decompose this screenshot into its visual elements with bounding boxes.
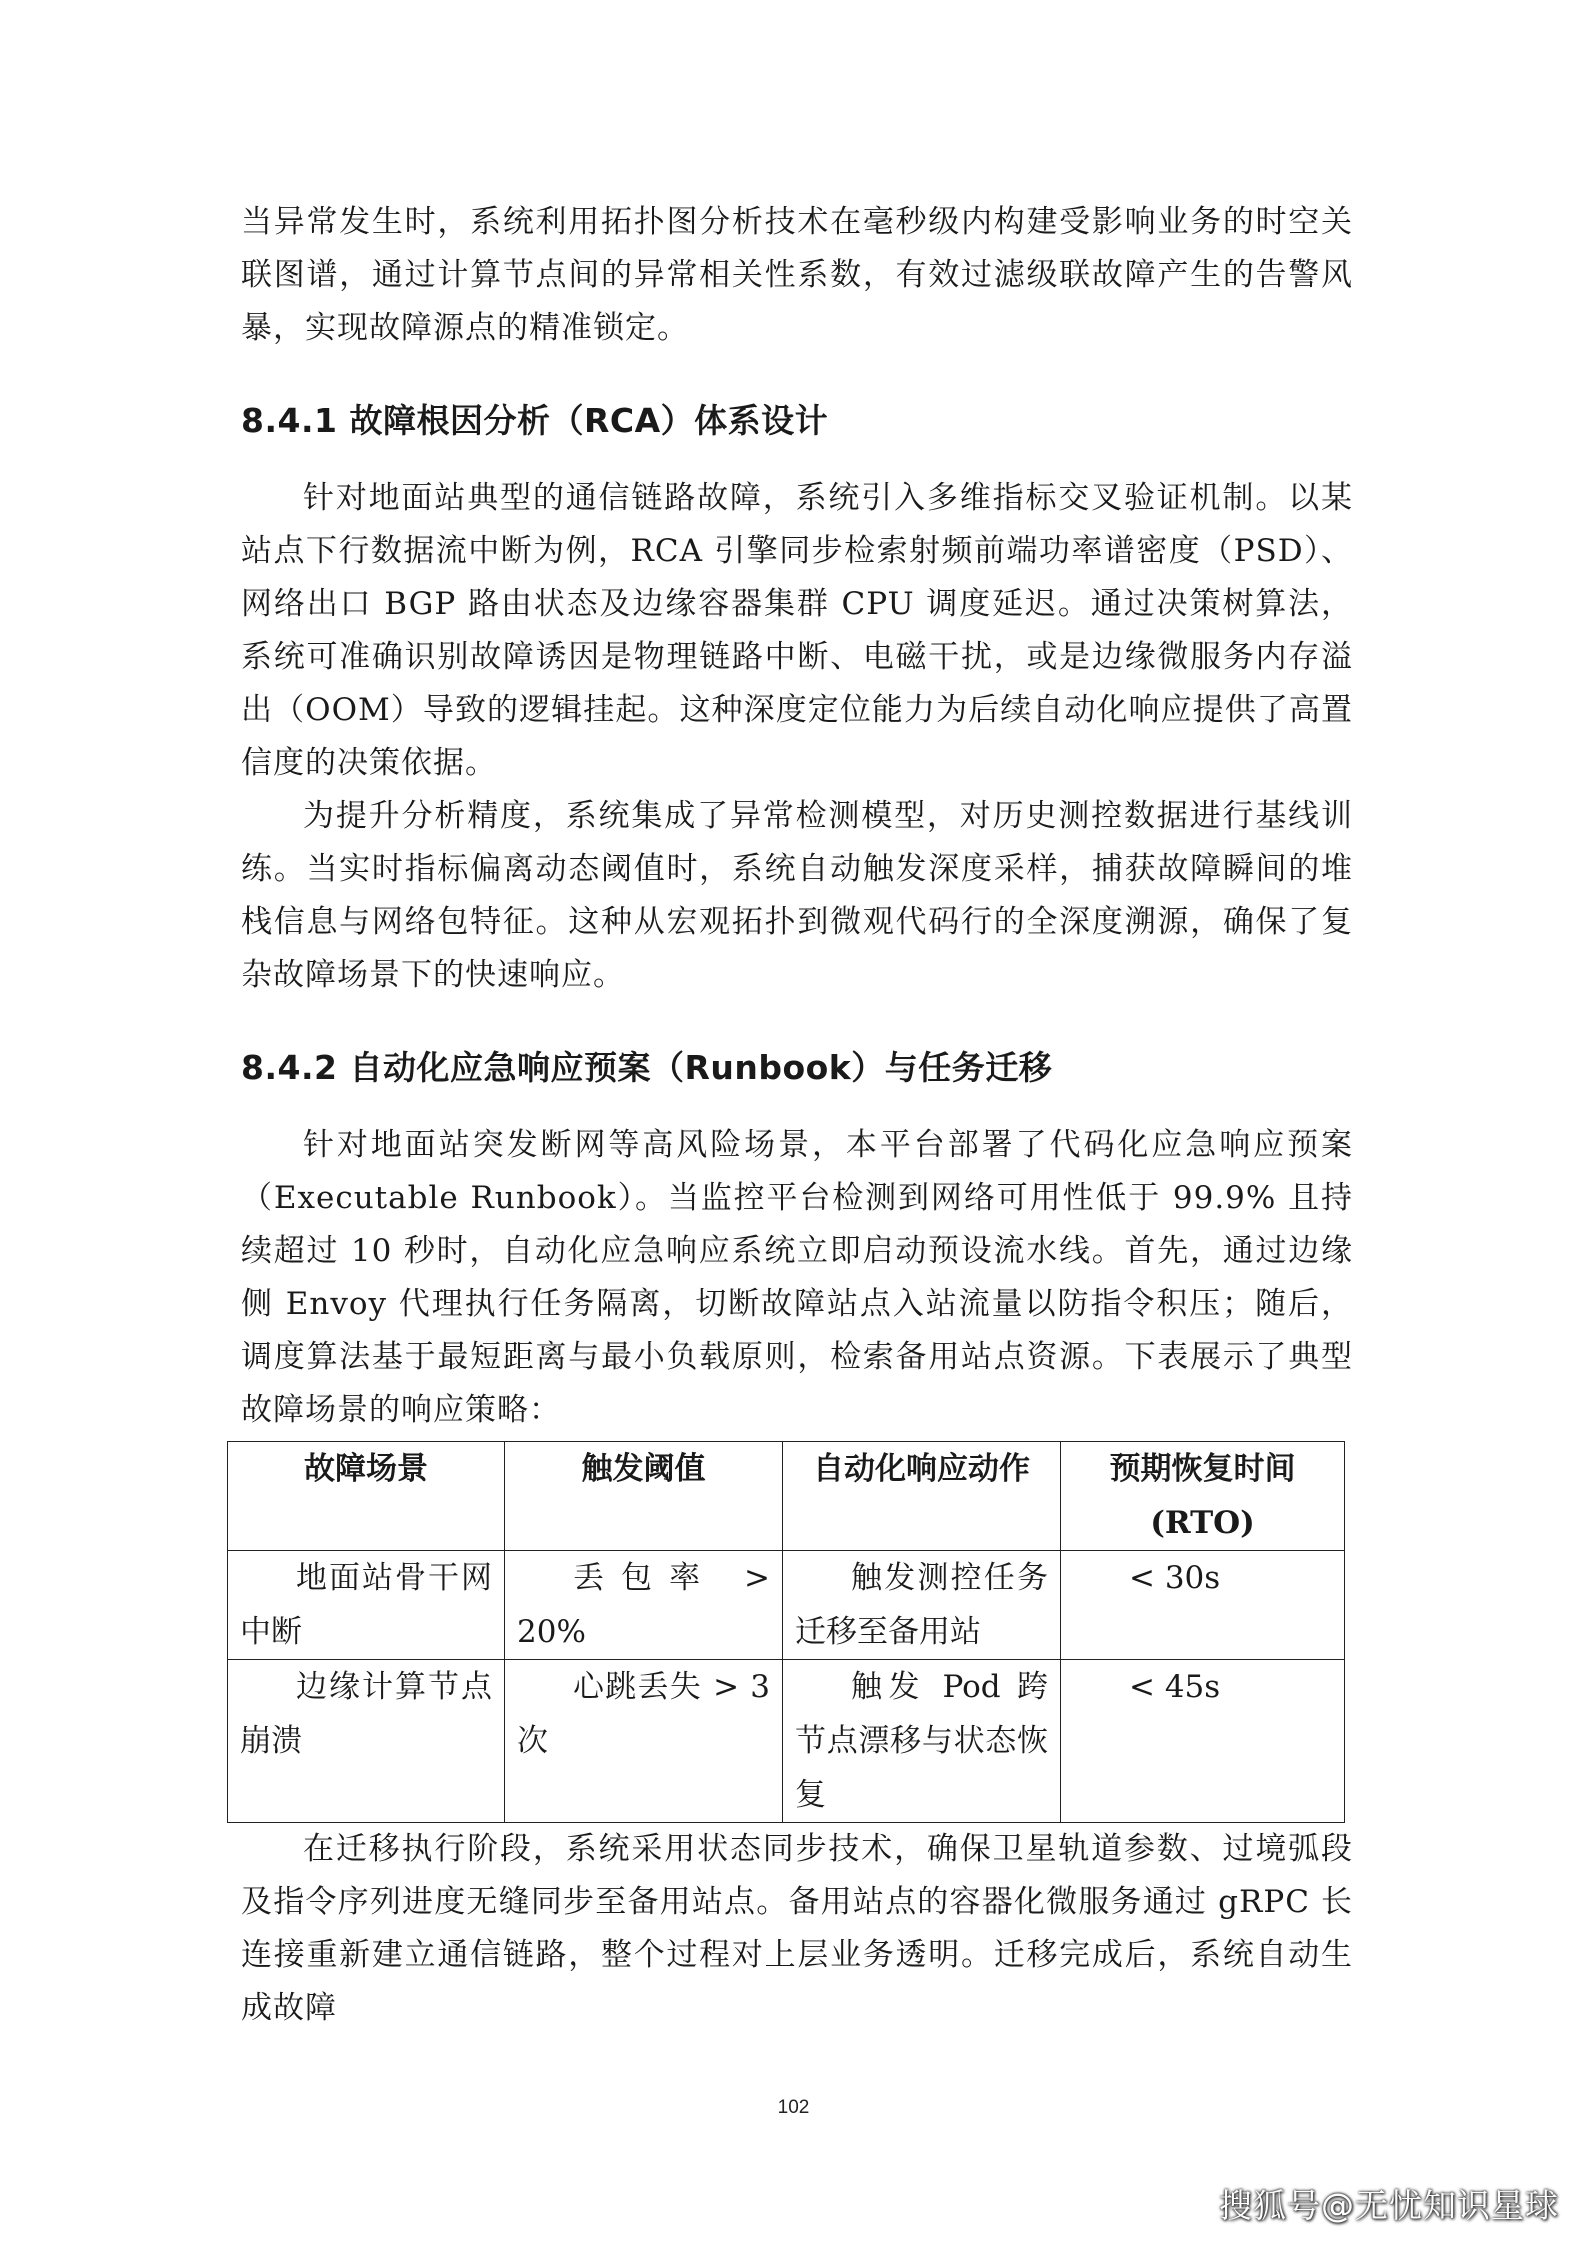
section-842-paragraph: 针对地面站突发断网等高风险场景，本平台部署了代码化应急响应预案（Executable Runbook）。当监控平台检测到网络可用性低于 99.9% 且持续超过 10 秒时，自动化应急响应系统立即启动预设流水线。首先，通过边缘侧 Envoy 代理执行任务隔离，切断故障站点入站流量以防指令积压；随后，调度算法基于最短距离与最小负载原则，检索备用站点资源。下表展示了典型故障场景的响应策略： xyxy=(241,1127,1353,1428)
cell-text: 触发 Pod 跨节点漂移与状态恢复 xyxy=(795,1669,1048,1813)
section-841-paragraph-2: 为提升分析精度，系统集成了异常检测模型，对历史测控数据进行基线训练。当实时指标偏离动态阈值时，系统自动触发深度采样，捕获故障瞬间的堆栈信息与网络包特征。这种从宏观拓扑到微观代码行的全深度溯源，确保了复杂故障场景下的快速响应。 xyxy=(241,798,1353,993)
cell-text: 边缘计算节点崩溃 xyxy=(240,1669,492,1759)
table-header-cell: 自动化响应动作 xyxy=(783,1442,1061,1551)
section-841-paragraph-1: 针对地面站典型的通信链路故障，系统引入多维指标交叉验证机制。以某站点下行数据流中断为例，RCA 引擎同步检索射频前端功率谱密度（PSD）、网络出口 BGP 路由状态及边缘容器集群 CPU 调度延迟。通过决策树算法，系统可准确识别故障诱因是物理链路中断、电磁干扰，或是边缘微服务内存溢出（OOM）导致的逻辑挂起。这种深度定位能力为后续自动化响应提供了高置信度的决策依据。 xyxy=(241,480,1353,781)
cell-text: 心跳丢失 > 3 次 xyxy=(517,1669,770,1759)
table-cell xyxy=(783,1660,1061,1823)
cell-text: 触发测控任务迁移至备用站 xyxy=(795,1560,1048,1650)
response-strategy-table xyxy=(227,1441,1345,1823)
table-cell xyxy=(783,1551,1061,1660)
section-841-heading: 8.4.1 故障根因分析（RCA）体系设计 xyxy=(241,401,829,440)
table-row xyxy=(228,1660,1345,1823)
intro-paragraph: 当异常发生时，系统利用拓扑图分析技术在毫秒级内构建受影响业务的时空关联图谱，通过计算节点间的异常相关性系数，有效过滤级联故障产生的告警风暴，实现故障源点的精准锁定。 xyxy=(241,204,1353,346)
cell-text: 丢包率 > 20% xyxy=(517,1560,770,1650)
table-header-cell: 故障场景 xyxy=(228,1442,505,1551)
table-cell xyxy=(228,1551,505,1660)
section-842-heading: 8.4.2 自动化应急响应预案（Runbook）与任务迁移 xyxy=(241,1048,1053,1087)
table-header-row xyxy=(228,1442,1345,1551)
document-page xyxy=(241,196,1353,2035)
table-cell xyxy=(505,1660,783,1823)
page-number: 102 xyxy=(777,2097,810,2118)
table-cell xyxy=(1061,1551,1345,1660)
table-header-cell: 触发阈值 xyxy=(505,1442,783,1551)
table-cell xyxy=(228,1660,505,1823)
table-row xyxy=(228,1551,1345,1660)
table-header-cell: 预期恢复时间(RTO) xyxy=(1061,1442,1345,1551)
table-cell xyxy=(1061,1660,1345,1823)
table-cell xyxy=(505,1551,783,1660)
cell-text: < 30s xyxy=(1129,1560,1221,1596)
source-watermark: 搜狐号@无忧知识星球 xyxy=(1219,2186,1559,2225)
after-table-paragraph: 在迁移执行阶段，系统采用状态同步技术，确保卫星轨道参数、过境弧段及指令序列进度无缝同步至备用站点。备用站点的容器化微服务通过 gRPC 长连接重新建立通信链路，整个过程对上层业务透明。迁移完成后，系统自动生成故障 xyxy=(241,1831,1353,2026)
cell-text: < 45s xyxy=(1129,1669,1221,1705)
cell-text: 地面站骨干网中断 xyxy=(240,1560,492,1650)
